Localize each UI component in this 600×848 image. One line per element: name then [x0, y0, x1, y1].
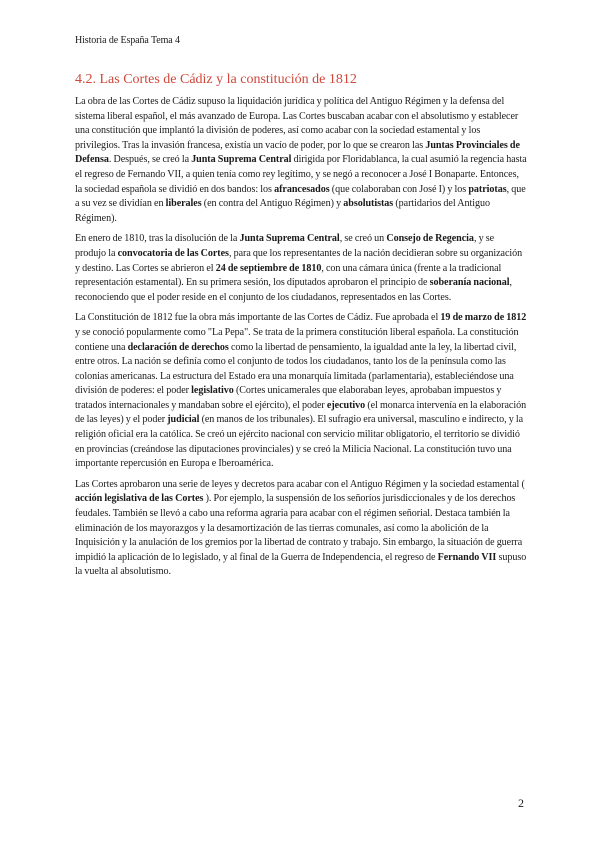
running-header: Historia de España Tema 4 — [75, 35, 180, 46]
text-run: , reconociendo que el poder reside en el conjunto de los ciudadanos, representados en las Cortes. — [75, 277, 512, 303]
text-run: (partidarios del Antiguo Régimen). — [75, 198, 490, 224]
bold-term: Consejo de Regencia — [386, 233, 474, 245]
bold-term: Fernando VII — [437, 551, 497, 563]
text-run: La Constitución de 1812 fue la obra más importante de las Cortes de Cádiz. Fue aprobada el — [75, 312, 441, 324]
bold-term: soberanía nacional — [429, 277, 510, 289]
paragraph — [75, 478, 527, 580]
bold-term: acción legislativa de las Cortes — [75, 493, 204, 505]
text-run: , que a su vez se dividían en — [75, 183, 526, 210]
paragraph — [75, 95, 527, 226]
text-run: (que colaboraban con José I) y los — [329, 183, 469, 195]
text-run: La obra de las Cortes de Cádiz supuso la liquidación jurídica y política del Antiguo Régimen y la defensa del sistema liberal español, el más avanzado de Europa. Las Cortes buscaban acabar con el absolutismo y establecer una constitución que implantó la división de poderes, así como acabar con la sociedad estamental y los privilegios. Tras la invasión francesa, existía un vacío de poder, por lo que se crearon las — [75, 96, 519, 151]
text-run: (el monarca intervenía en la elaboración de las leyes) y el poder — [75, 399, 527, 426]
section-body — [75, 95, 527, 586]
text-run: , para que los representantes de la nación decidieran sobre su organización y destino. Las Cortes se abrieron el — [75, 247, 523, 274]
text-run: , con una cámara única (frente a la tradicional representación estamental). En su primera sesión, los diputados aprobaron el principio de — [75, 262, 502, 289]
text-run: como la libertad de pensamiento, la igualdad ante la ley, la libertad civil, entre otros. La nación se definía como el conjunto de todos los ciudadanos, tanto los de la península como las colonias americanas. La estructura del Estado era una monarquía limitada (parlamentaria), estableciéndose una división de poderes: el poder — [75, 341, 517, 397]
text-run: (Cortes unicamerales que elaboraban leyes, aprobaban impuestos y tratados internacionales y mandaban sobre el ejército), el poder — [75, 385, 502, 411]
bold-term: legislativo — [191, 385, 234, 397]
bold-term: Junta Suprema Central — [239, 233, 340, 245]
text-run: . Después, se creó la — [108, 154, 192, 166]
bold-term: ejecutivo — [326, 399, 366, 411]
bold-term: liberales — [165, 198, 202, 210]
bold-term: declaración de derechos — [127, 341, 229, 353]
bold-term: absolutistas — [343, 198, 394, 210]
bold-term: patriotas — [468, 183, 507, 195]
bold-term: judicial — [167, 414, 200, 426]
bold-term: 19 de marzo de 1812 — [440, 312, 527, 324]
page-number: 2 — [518, 796, 524, 810]
bold-term: convocatoria de las Cortes — [117, 247, 229, 259]
bold-term: Junta Suprema Central — [191, 154, 292, 166]
text-run: (en contra del Antiguo Régimen) y — [201, 198, 344, 210]
text-run: , y se produjo la — [75, 233, 495, 259]
text-run: ). Por ejemplo, la suspensión de los señoríos jurisdiccionales y de los derechos feudales. También se llevó a cabo una reforma agraria para acabar con el régimen señorial. Destaca también la eliminación de los mayorazgos y la desamortización de las tierras comunales, así como la abolición de la Inquisición y la anulación de los gremios por la libertad de contrato y trabajo. Sin embargo, la situación de guerra impidió la aplicación de lo legislado, y al final de la Guerra de Independencia, el regreso de — [75, 493, 523, 563]
paragraph — [75, 232, 527, 305]
text-run: y se conoció popularmente como "La Pepa". Se trata de la primera constitución liberal española. La constitución contiene una — [75, 326, 519, 353]
text-run: En enero de 1810, tras la disolución de la — [75, 233, 240, 245]
bold-term: afrancesados — [274, 183, 330, 195]
section-title: 4.2. Las Cortes de Cádiz y la constitución de 1812 — [75, 72, 357, 87]
text-run: Las Cortes aprobaron una serie de leyes y decretos para acabar con el Antiguo Régimen y la sociedad estamental ( — [75, 478, 525, 490]
paragraph — [75, 311, 527, 472]
bold-term: 24 de septiembre de 1810 — [215, 262, 322, 274]
text-run: supuso la vuelta al absolutismo. — [75, 551, 527, 578]
text-run: dirigida por Floridablanca, la cual asumió la regencia hasta el regreso de Fernando VII, a quien tenía como rey legítimo, y se negó a reconocer a José I Bonaparte. Entonces, la sociedad española se dividió en dos bandos: los — [75, 154, 527, 195]
text-run: , se creó un — [339, 233, 387, 245]
text-run: (en manos de los tribunales). El sufragio era universal, masculino e indirecto, y la religión oficial era la católica. Se creó un ejército nacional con servicio militar obligatorio, el territorio se dividió en provincias (creándose las diputaciones provinciales) y se creó la Milicia Nacional. La constitución tuvo una importante repercusión en Europa e Iberoamérica. — [75, 414, 524, 470]
bold-term: Juntas Provinciales de Defensa — [75, 139, 520, 166]
